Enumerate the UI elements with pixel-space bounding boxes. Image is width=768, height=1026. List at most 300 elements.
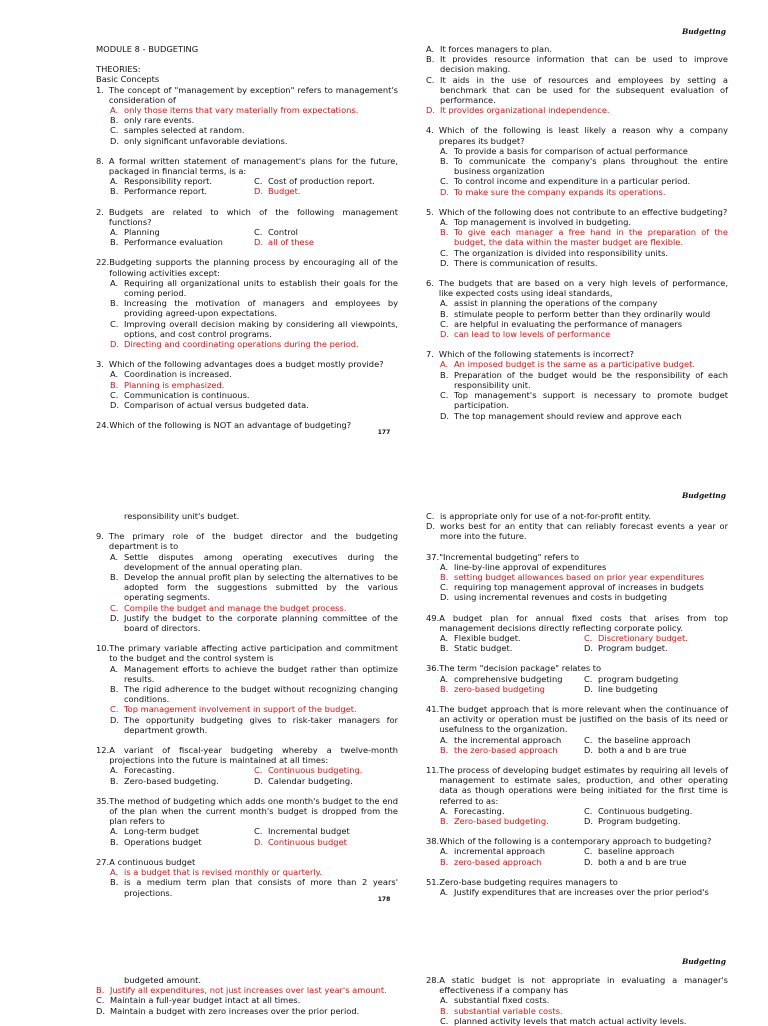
option-letter: B.: [440, 308, 449, 319]
answer-option: [110, 298, 398, 318]
answer-option: [426, 105, 728, 115]
option-row: [440, 816, 728, 826]
option-text: setting budget allowances based on prior year expenditures: [454, 572, 705, 583]
option-text: is appropriate only for use of a not-for-profit entity.: [440, 511, 651, 521]
continued-text: budgeted amount.: [124, 975, 202, 985]
option-letter: B.: [440, 744, 449, 755]
option-letter: B.: [440, 227, 449, 238]
option-text: Continuous budgeting.: [598, 805, 693, 816]
answer-option: [110, 115, 398, 125]
spacer: [96, 146, 398, 156]
option-text: requiring top management approval of increases in budgets: [454, 582, 704, 593]
answer-option: [584, 643, 728, 653]
option-text: are helpful in evaluating the performance of managers: [454, 318, 683, 329]
question-text: A variant of fiscal-year budgeting whereby a twelve-month projections into the future is maintained at all times:: [109, 745, 398, 766]
option-row: [440, 735, 728, 745]
option-letter: A.: [110, 867, 119, 878]
option-letter: B.: [96, 985, 105, 996]
question-number: 12.: [96, 745, 110, 756]
answer-option: [440, 187, 728, 197]
answer-option: [440, 217, 728, 227]
option-text: Top management's support is necessary to promote budget participation.: [454, 390, 728, 411]
answer-option: [440, 258, 728, 268]
option-list: [426, 217, 728, 268]
spacer: [96, 410, 398, 420]
spacer: [96, 521, 398, 531]
option-letter: C.: [440, 318, 449, 329]
option-text: Justify the budget to the corporate planning committee of the board of directors.: [124, 612, 398, 634]
option-text: is a medium term plan that consists of more than 2 years' projections.: [124, 877, 398, 898]
option-text: only those items that vary materially from expectations.: [124, 105, 359, 116]
option-letter: D.: [426, 105, 436, 116]
answer-option: [440, 562, 728, 572]
question-number: 10.: [96, 643, 110, 654]
question-number: 11.: [426, 765, 440, 776]
option-row: [440, 745, 728, 755]
option-list: [426, 674, 728, 694]
spacer: [426, 542, 728, 552]
option-letter: D.: [584, 643, 594, 654]
spacer: [426, 694, 728, 704]
option-text: line-by-line approval of expenditures: [454, 561, 607, 572]
spacer: [96, 735, 398, 745]
answer-option: [584, 633, 728, 643]
option-list: [96, 227, 398, 247]
question-stem: [96, 156, 398, 176]
question-item: [426, 765, 728, 826]
question-text: A budget plan for annual fixed costs that arises from top management decisions directly reflecting corporate policy.: [439, 612, 728, 633]
option-list: [426, 806, 728, 826]
question-text: The budgets that are based on a very high levels of performance, like expected costs using ideal standards,: [438, 278, 728, 299]
question-number: 2.: [96, 206, 104, 217]
option-letter: C.: [110, 704, 119, 715]
answer-option: [440, 390, 728, 410]
option-text: Control: [268, 227, 298, 238]
option-letter: C.: [110, 318, 119, 329]
option-text: program budgeting: [598, 673, 679, 684]
option-row: [440, 643, 728, 653]
question-text: The budget approach that is more relevant when the continuance of an activity or operation must be justified on the basis of its need or usefulness to the organization.: [439, 704, 728, 735]
option-letter: B.: [440, 1005, 449, 1016]
option-row: [440, 846, 728, 856]
running-header: Budgeting: [681, 957, 726, 966]
option-letter: C.: [440, 1015, 449, 1026]
option-letter: C.: [584, 846, 593, 857]
question-stem: [96, 857, 398, 867]
question-text: Budgeting supports the planning process by encouraging all of the following activities except:: [109, 257, 398, 278]
option-letter: D.: [110, 135, 120, 146]
option-letter: B.: [426, 54, 435, 65]
answer-option: [110, 136, 398, 146]
section-title: Basic Concepts: [96, 74, 160, 85]
question-item: [426, 125, 728, 196]
answer-option: [440, 995, 728, 1005]
option-text: It forces managers to plan.: [440, 44, 552, 54]
option-letter: B.: [110, 298, 119, 309]
option-text: both a and b are true: [598, 856, 687, 867]
option-text: Coordination is increased.: [124, 369, 232, 380]
option-letter: A.: [440, 887, 449, 898]
answer-option: [110, 704, 398, 714]
answer-option: [254, 186, 398, 196]
answer-option: [440, 846, 584, 856]
running-header: Budgeting: [681, 27, 726, 36]
answer-option: [440, 572, 728, 582]
answer-option: [440, 816, 584, 826]
question-item: [96, 257, 398, 349]
answer-option: [440, 1016, 728, 1026]
option-text: Top management is involved in budgeting.: [454, 217, 631, 228]
spacer: [426, 197, 728, 207]
option-letter: A.: [110, 551, 119, 562]
option-letter: B.: [110, 379, 119, 390]
option-letter: A.: [440, 217, 449, 228]
option-text: Compile the budget and manage the budget process.: [124, 602, 347, 613]
question-text: The method of budgeting which adds one month's budget to the end of the plan when the current month's budget is dropped from the plan refers to: [109, 795, 398, 827]
option-text: assist in planning the operations of the company: [454, 298, 658, 309]
option-letter: D.: [96, 1005, 106, 1016]
option-letter: A.: [440, 673, 449, 684]
answer-option: [110, 319, 398, 339]
option-letter: B.: [110, 684, 119, 695]
question-item: [426, 552, 728, 603]
option-letter: D.: [254, 186, 264, 197]
option-text: Settle disputes among operating executives during the development of the annual operating plan.: [124, 551, 398, 572]
option-text: substantial fixed costs.: [454, 995, 550, 1006]
answer-option: [440, 806, 584, 816]
question-text: Which of the following is NOT an advantage of budgeting?: [109, 420, 352, 431]
answer-option: [440, 176, 728, 186]
option-row: [110, 176, 398, 186]
option-letter: A.: [440, 145, 449, 156]
option-text: Increasing the motivation of managers and employees by providing agreed-upon expectations.: [124, 298, 398, 319]
answer-option: [584, 735, 728, 745]
option-text: Program budgeting.: [598, 816, 681, 827]
spacer: [426, 115, 728, 125]
question-stem: [426, 877, 728, 887]
question-text: Which of the following advantages does a budget mostly provide?: [108, 359, 384, 370]
answer-option: [440, 370, 728, 390]
option-letter: A.: [440, 298, 449, 309]
option-letter: B.: [110, 115, 119, 126]
question-item: [96, 359, 398, 410]
option-row: [110, 765, 398, 775]
answer-option: [440, 227, 728, 247]
option-text: Program budget.: [598, 643, 668, 654]
option-text: Preparation of the budget would be the responsibility of each responsibility unit.: [454, 369, 728, 390]
spacer: [96, 786, 398, 796]
option-letter: A.: [110, 663, 119, 674]
option-list: [96, 105, 398, 146]
option-letter: A.: [110, 369, 119, 380]
option-list: [96, 278, 398, 349]
question-number: 41.: [426, 704, 440, 715]
option-letter: A.: [426, 44, 435, 54]
question-stem: [96, 257, 398, 277]
spacer: [426, 603, 728, 613]
option-text: Performance evaluation: [124, 237, 223, 248]
section-title: THEORIES:: [96, 64, 141, 75]
answer-option: [254, 227, 398, 237]
question-number: 7.: [426, 349, 434, 360]
option-letter: C.: [110, 389, 119, 400]
option-letter: C.: [440, 247, 449, 258]
option-letter: D.: [584, 683, 594, 694]
option-text: Operations budget: [124, 836, 202, 847]
option-letter: B.: [440, 683, 449, 694]
answer-option: [440, 359, 728, 369]
option-text: Budget.: [268, 186, 301, 197]
answer-option: [254, 826, 398, 836]
option-list: [426, 511, 728, 542]
option-text: all of these: [268, 237, 315, 248]
question-text: The primary variable affecting active participation and commitment to the budget and the control system is: [109, 643, 398, 664]
option-text: The opportunity budgeting gives to risk-taker managers for department growth.: [124, 714, 398, 735]
option-text: To communicate the company's plans throughout the entire business organization: [454, 156, 728, 177]
option-list: [96, 765, 398, 785]
option-list: [96, 867, 398, 898]
question-text: The concept of "management by exception" refers to management's consideration of: [108, 84, 398, 105]
option-list: [426, 735, 728, 755]
option-text: comprehensive budgeting: [454, 673, 563, 684]
answer-option: [440, 684, 584, 694]
option-text: Planning is emphasized.: [124, 379, 225, 390]
question-stem: [426, 349, 728, 359]
answer-option: [110, 603, 398, 613]
option-letter: B.: [440, 856, 449, 867]
option-letter: B.: [440, 369, 449, 380]
answer-option: [110, 867, 398, 877]
question-text: "Incremental budgeting" refers to: [439, 551, 580, 562]
question-text: The term "decision package" relates to: [439, 663, 602, 674]
answer-option: [110, 837, 254, 847]
option-row: [440, 857, 728, 867]
option-text: line budgeting: [598, 683, 658, 694]
option-letter: C.: [584, 633, 593, 644]
spacer: [426, 268, 728, 278]
answer-option: [254, 237, 398, 247]
option-text: Comparison of actual versus budgeted data.: [124, 400, 309, 411]
answer-option: [426, 511, 728, 521]
question-item: [426, 349, 728, 420]
option-letter: B.: [110, 877, 119, 888]
option-text: using incremental revenues and costs in budgeting: [454, 592, 668, 603]
answer-option: [426, 44, 728, 54]
option-letter: D.: [110, 612, 120, 623]
option-text: Management efforts to achieve the budget rather than optimize results.: [124, 663, 398, 684]
answer-option: [110, 664, 398, 684]
question-number: 4.: [426, 125, 434, 136]
option-letter: C.: [110, 125, 119, 136]
option-letter: B.: [440, 572, 449, 583]
answer-option: [440, 298, 728, 308]
question-number: 5.: [426, 206, 434, 217]
option-letter: D.: [110, 714, 120, 725]
answer-option: [254, 776, 398, 786]
option-text: Justify all expenditures, not just increases over last year's amount.: [110, 985, 387, 996]
option-letter: C.: [254, 826, 263, 837]
option-text: Communication is continuous.: [124, 389, 250, 400]
answer-option: [110, 715, 398, 735]
option-text: Discretionary budget.: [598, 633, 688, 644]
option-text: Zero-based budgeting.: [454, 816, 549, 827]
question-item: [96, 156, 398, 197]
answer-option: [440, 156, 728, 176]
answer-option: [440, 248, 728, 258]
question-item: [96, 207, 398, 248]
option-list: [96, 369, 398, 410]
answer-option: [440, 592, 728, 602]
answer-option: [584, 816, 728, 826]
question-number: 9.: [96, 531, 104, 542]
question-item: [96, 857, 398, 898]
question-text: The primary role of the budget director and the budgeting department is to: [108, 531, 398, 552]
option-letter: A.: [110, 227, 119, 238]
option-text: The organization is divided into responsibility units.: [454, 247, 669, 258]
option-text: planned activity levels that match actual activity levels.: [454, 1015, 687, 1026]
continued-text: responsibility unit's budget.: [124, 511, 240, 521]
option-letter: D.: [110, 339, 120, 350]
option-text: Requiring all organizational units to establish their goals for the coming period.: [124, 277, 398, 299]
question-item: [426, 704, 728, 755]
option-letter: C.: [96, 995, 105, 1006]
option-letter: D.: [584, 856, 594, 867]
option-text: stimulate people to perform better than they ordinarily would: [454, 308, 711, 319]
option-letter: C.: [440, 176, 449, 187]
answer-option: [584, 806, 728, 816]
option-list: [426, 146, 728, 197]
answer-option: [426, 521, 728, 541]
option-text: Calendar budgeting.: [268, 775, 353, 786]
option-text: The top management should review and approve each: [454, 410, 682, 421]
option-text: Develop the annual profit plan by selecting the alternatives to be adopted form the suggestions submitted by the various operating segments.: [124, 572, 398, 603]
answer-option: [426, 54, 728, 74]
question-number: 22.: [96, 257, 110, 268]
option-text: samples selected at random.: [124, 125, 245, 136]
option-list: [96, 664, 398, 735]
question-number: 8.: [96, 155, 104, 166]
option-letter: D.: [584, 816, 594, 827]
answer-option: [440, 745, 584, 755]
option-letter: D.: [426, 521, 436, 532]
answer-option: [110, 278, 398, 298]
option-text: Forecasting.: [124, 765, 175, 776]
question-stem: [426, 207, 728, 217]
answer-option: [440, 319, 728, 329]
option-text: zero-based budgeting: [454, 683, 545, 694]
answer-option: [110, 227, 254, 237]
question-number: 35.: [96, 795, 110, 806]
option-text: Flexible budget.: [454, 633, 521, 644]
answer-option: [110, 390, 398, 400]
option-text: Forecasting.: [454, 805, 505, 816]
option-letter: A.: [440, 995, 449, 1006]
question-number: 49.: [426, 612, 440, 623]
question-number: 38.: [426, 836, 440, 847]
option-text: Improving overall decision making by considering all viewpoints, options, and cost control programs.: [124, 318, 398, 339]
option-text: The rigid adherence to the budget without recognizing changing conditions.: [124, 684, 398, 705]
question-stem: [426, 704, 728, 735]
question-stem: [96, 796, 398, 827]
option-letter: C.: [584, 734, 593, 745]
question-stem: [426, 278, 728, 298]
option-text: Directing and coordinating operations during the period.: [124, 339, 359, 350]
option-letter: D.: [440, 592, 450, 603]
answer-option: [110, 776, 254, 786]
answer-option: [110, 105, 398, 115]
option-letter: A.: [440, 734, 449, 745]
spacer: [426, 826, 728, 836]
option-letter: D.: [254, 775, 264, 786]
answer-option: [110, 684, 398, 704]
spacer: [426, 653, 728, 663]
answer-option: [110, 552, 398, 572]
option-letter: B.: [440, 816, 449, 827]
question-item: [426, 613, 728, 654]
option-letter: B.: [440, 643, 449, 654]
option-text: baseline approach: [598, 846, 675, 857]
option-letter: C.: [110, 602, 119, 613]
option-text: works best for an entity that can reliably forecast events a year or more into the future.: [440, 521, 728, 542]
question-text: Which of the following is least likely a reason why a company prepares its budget?: [438, 125, 728, 146]
option-letter: A.: [440, 359, 449, 370]
right-column: [426, 975, 728, 1026]
answer-option: [440, 674, 584, 684]
question-text: Which of the following is a contemporary approach to budgeting?: [439, 836, 712, 847]
option-list: [426, 995, 728, 1026]
answer-option: [584, 846, 728, 856]
option-letter: C.: [584, 673, 593, 684]
spacer: [426, 867, 728, 877]
question-text: Budgets are related to which of the following management functions?: [108, 206, 398, 227]
question-stem: [96, 531, 398, 551]
option-text: zero-based approach: [454, 856, 542, 867]
left-column: [96, 975, 398, 1016]
option-text: An imposed budget is the same as a participative budget.: [454, 359, 696, 370]
right-column: [426, 44, 728, 421]
option-letter: D.: [440, 410, 450, 421]
option-letter: C.: [254, 176, 263, 187]
option-letter: D.: [440, 329, 450, 340]
question-item: [426, 836, 728, 867]
option-text: Planning: [124, 227, 160, 238]
question-text: A static budget is not appropriate in evaluating a manager's effectiveness if a company has: [439, 975, 728, 996]
option-list: [426, 562, 728, 603]
question-text: A formal written statement of management's plans for the future, packaged in financial terms, is a:: [108, 155, 398, 177]
option-text: To control income and expenditure in a particular period.: [454, 176, 691, 187]
option-list: [96, 176, 398, 196]
answer-option: [110, 613, 398, 633]
answer-option: [254, 176, 398, 186]
answer-option: [440, 582, 728, 592]
question-stem: [96, 85, 398, 105]
option-letter: A.: [110, 176, 119, 187]
option-list: [96, 826, 398, 846]
question-number: 1.: [96, 84, 104, 95]
answer-option: [440, 1006, 728, 1016]
option-letter: D.: [440, 257, 450, 268]
option-text: Responsibility report.: [124, 176, 213, 187]
option-text: Cost of production report.: [268, 176, 375, 187]
option-letter: D.: [110, 400, 120, 411]
answer-option: [110, 572, 398, 603]
answer-option: [254, 765, 398, 775]
question-item: [426, 207, 728, 268]
answer-option: [96, 995, 398, 1005]
option-letter: B.: [110, 572, 119, 583]
question-item: [96, 745, 398, 786]
option-list: [96, 985, 398, 1016]
